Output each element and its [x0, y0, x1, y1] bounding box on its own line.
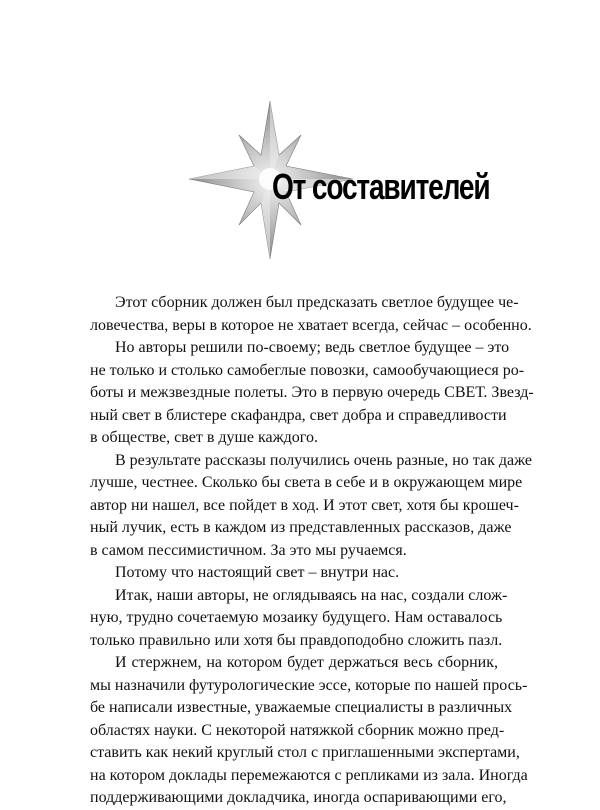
- text-line: ную, трудно сочетаемую мозаику будущего. Нам оставалось: [90, 609, 503, 626]
- text-line: областях науки. С некоторой натяжкой сборник можно пред-: [90, 721, 505, 739]
- text-line: в обществе, свет в душе каждого.: [90, 429, 318, 446]
- text-line: только правильно или хотя бы правдоподобно сложить пазл.: [90, 631, 503, 649]
- paragraph: [90, 585, 508, 653]
- text-line: автор ни нашел, все пойдет в ход. И этот свет, хотя бы крошеч-: [90, 496, 519, 514]
- paragraph: [90, 450, 533, 563]
- text-line: В результате рассказы получились очень разные, но так даже: [115, 451, 533, 469]
- text-line: ловечества, веры в которое не хватает всегда, сейчас – особенно.: [90, 316, 532, 334]
- chapter-title: От составителей: [272, 166, 490, 207]
- text-line: лучше, честнее. Сколько бы света в себе и в окружающем мире: [90, 474, 523, 491]
- paragraph: [90, 337, 534, 450]
- body-text: [90, 292, 534, 810]
- paragraph: [90, 292, 532, 337]
- text-line: на котором доклады перемежаются с репликами из зала. Иногда: [90, 766, 528, 784]
- text-line: Итак, наши авторы, не оглядываясь на нас, создали слож-: [115, 586, 508, 604]
- text-line: Этот сборник должен был предсказать светлое будущее че-: [115, 294, 519, 311]
- paragraph: [90, 562, 498, 585]
- text-line: Но авторы решили по-своему; ведь светлое будущее – это: [115, 339, 510, 356]
- text-line: в самом пессимистичном. За это мы ручаемся.: [90, 541, 407, 559]
- text-line: ный свет в блистере скафандра, свет добра и справедливости: [90, 406, 507, 424]
- text-line: боты и межзвездные полеты. Это в первую очередь СВЕТ. Звезд-: [90, 384, 534, 401]
- text-line: И стержнем, на котором будет держаться весь сборник,: [115, 654, 498, 671]
- text-line: не только и столько самобеглые повозки, самообучающиеся ро-: [90, 361, 525, 379]
- text-line: поддерживающими докладчика, иногда оспаривающими его,: [90, 789, 507, 806]
- text-line: ставить как некий круглый стол с приглашенными экспертами,: [90, 744, 520, 761]
- text-line: Потому что настоящий свет – внутри нас.: [115, 564, 400, 581]
- paragraph: [90, 652, 528, 810]
- text-line: бе написали известные, уважаемые специалисты в различных: [90, 699, 513, 716]
- text-line: мы назначили футурологические эссе, которые по нашей прось-: [90, 676, 528, 694]
- text-line: ный лучик, есть в каждом из представленных рассказов, даже: [90, 519, 512, 536]
